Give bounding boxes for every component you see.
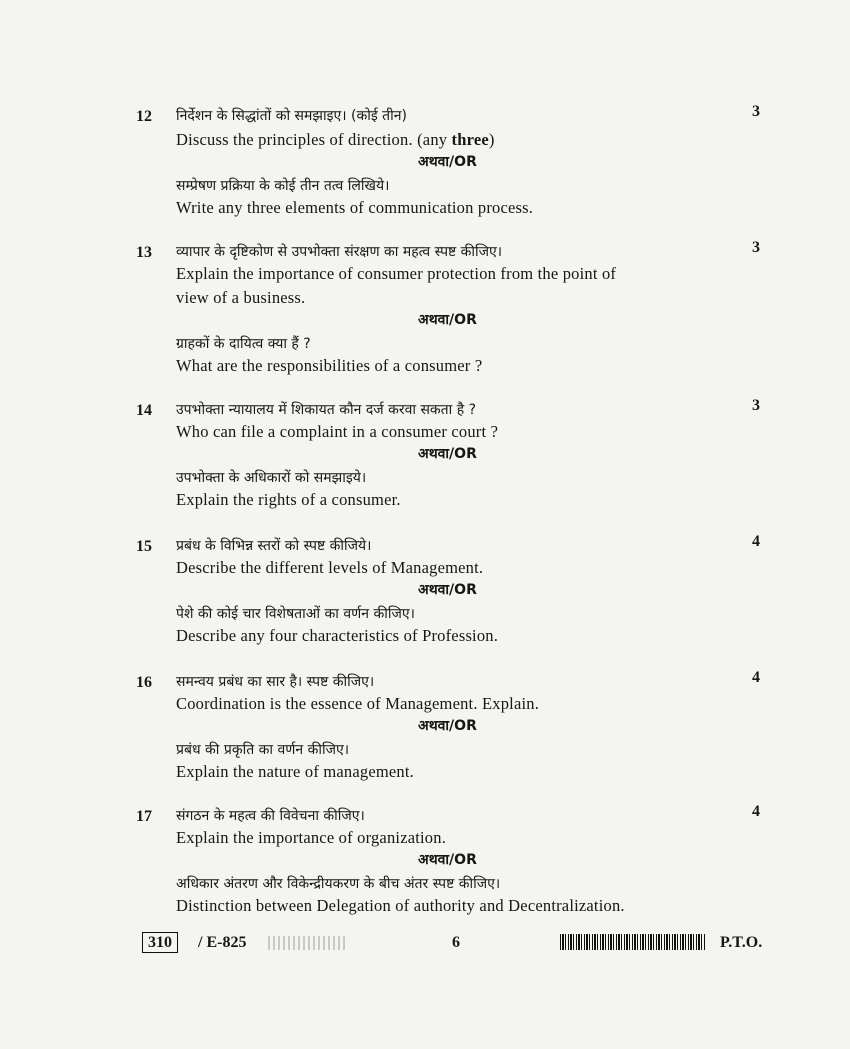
alternative-english: Explain the nature of management.	[176, 762, 414, 781]
question-hindi: समन्वय प्रबंध का सार है। स्पष्ट कीजिए।	[176, 674, 375, 690]
marks: 3	[752, 397, 760, 414]
or-separator: अथवा/OR	[418, 312, 477, 328]
question-english-cont: view of a business.	[176, 288, 306, 307]
question-hindi: निर्देशन के सिद्धांतों को समझाइए। (कोई तीन)	[176, 108, 407, 124]
question-number: 17	[136, 808, 152, 825]
question-number: 16	[136, 674, 152, 691]
question-hindi: प्रबंध के विभिन्न स्तरों को स्पष्ट कीजिये।	[176, 538, 372, 554]
alternative-hindi: अधिकार अंतरण और विकेन्द्रीयकरण के बीच अंतर स्पष्ट कीजिए।	[176, 876, 501, 892]
alternative-hindi: सम्प्रेषण प्रक्रिया के कोई तीन तत्व लिखिये।	[176, 178, 390, 194]
alternative-english: Explain the rights of a consumer.	[176, 490, 401, 509]
question-hindi: उपभोक्ता न्यायालय में शिकायत कौन दर्ज करवा सकता है ?	[176, 402, 477, 418]
marks: 3	[752, 239, 760, 256]
alternative-english: Describe any four characteristics of Profession.	[176, 626, 499, 645]
paper-code-box: 310	[142, 932, 178, 953]
question-english: Coordination is the essence of Management. Explain.	[176, 694, 540, 713]
question-hindi: संगठन के महत्व की विवेचना कीजिए।	[176, 808, 365, 824]
page-footer	[0, 930, 850, 960]
question-hindi: व्यापार के दृष्टिकोण से उपभोक्ता संरक्षण का महत्व स्पष्ट कीजिए।	[176, 244, 503, 260]
marks: 4	[752, 803, 760, 820]
marks: 4	[752, 669, 760, 686]
alternative-hindi: ग्राहकों के दायित्व क्या हैं ?	[176, 336, 311, 352]
barcode	[560, 934, 706, 950]
or-separator: अथवा/OR	[418, 446, 477, 462]
question-english: Describe the different levels of Management.	[176, 558, 484, 577]
question-number: 14	[136, 402, 152, 419]
marks: 3	[752, 103, 760, 120]
pto-label: P.T.O.	[720, 934, 763, 951]
question-english: Discuss the principles of direction. (any three)	[176, 130, 495, 149]
or-separator: अथवा/OR	[418, 582, 477, 598]
question-number: 12	[136, 108, 152, 125]
or-separator: अथवा/OR	[418, 852, 477, 868]
or-separator: अथवा/OR	[418, 154, 477, 170]
alternative-english: Distinction between Delegation of authority and Decentralization.	[176, 896, 625, 915]
question-english: Who can file a complaint in a consumer court ?	[176, 422, 499, 441]
alternative-hindi: पेशे की कोई चार विशेषताओं का वर्णन कीजिए।	[176, 606, 415, 622]
alternative-hindi: प्रबंध की प्रकृति का वर्णन कीजिए।	[176, 742, 350, 758]
alternative-english: Write any three elements of communication process.	[176, 198, 534, 217]
question-number: 13	[136, 244, 152, 261]
scan-smudge	[268, 936, 348, 950]
question-english: Explain the importance of consumer protection from the point of	[176, 264, 617, 283]
or-separator: अथवा/OR	[418, 718, 477, 734]
page-number: 6	[452, 934, 460, 951]
alternative-english: What are the responsibilities of a consumer ?	[176, 356, 483, 375]
question-number: 15	[136, 538, 152, 555]
alternative-hindi: उपभोक्ता के अधिकारों को समझाइये।	[176, 470, 367, 486]
paper-id: / E-825	[198, 934, 247, 951]
marks: 4	[752, 533, 760, 550]
question-english: Explain the importance of organization.	[176, 828, 447, 847]
